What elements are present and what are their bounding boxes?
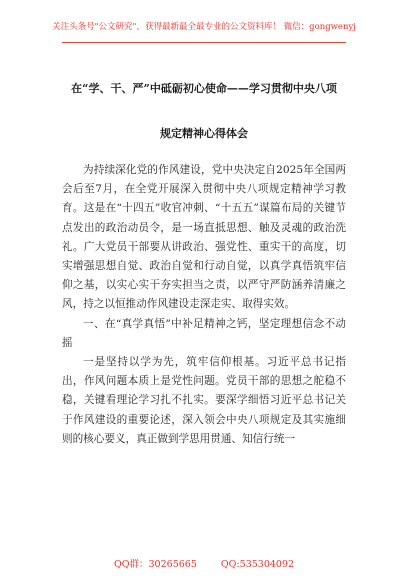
header-banner: 关注头条号"公文研究"，获得最新最全最专业的公文资料库！ 微信：gongwenyj	[52, 22, 356, 32]
section-heading-1: 一、在“真学真悟”中补足精神之钙，坚定理想信念不动摇	[62, 317, 346, 349]
document-title-line2: 规定精神心得体会	[160, 127, 248, 140]
paragraph-point-1: 一是坚持以学为先，筑牢信仰根基。习近平总书记指出，作风问题本质上是党性问题。党员干部的思想之舵稳不稳，关键看理论学习扎不扎实。要深学细悟习近平总书记关于作风建设的重要论述，深入领会中央八项规定及其实施细则的核心要义，真正做到学思用贯通、知信行统一	[62, 356, 346, 445]
header-divider	[62, 42, 346, 43]
document-body	[62, 161, 346, 449]
document-title-line1: 在“学、干、严”中砥砺初心使命——学习贯彻中央八项	[71, 82, 337, 95]
footer-qq: QQ:535304092	[220, 559, 295, 570]
footer-contact	[0, 556, 408, 570]
footer-qq-group: QQ群：30265665	[113, 559, 197, 570]
paragraph-intro: 为持续深化党的作风建设，党中央决定自2025年全国两会后至7月，在全党开展深入贯彻中央八项规定精神学习教育。这是在“十四五”收官冲刺、“十五五”谋篇布局的关键节点发出的政治动员令，是一场直抵思想、触及灵魂的政治洗礼。广大党员干部要从讲政治、强党性、重实干的高度，切实增强思想自觉、政治自觉和行动自觉，以真学真悟筑牢信仰之基，以实心实干夯实担当之责，以严守严防涵养清廉之风，持之以恒推动作风建设走深走实、取得实效。	[62, 164, 346, 311]
